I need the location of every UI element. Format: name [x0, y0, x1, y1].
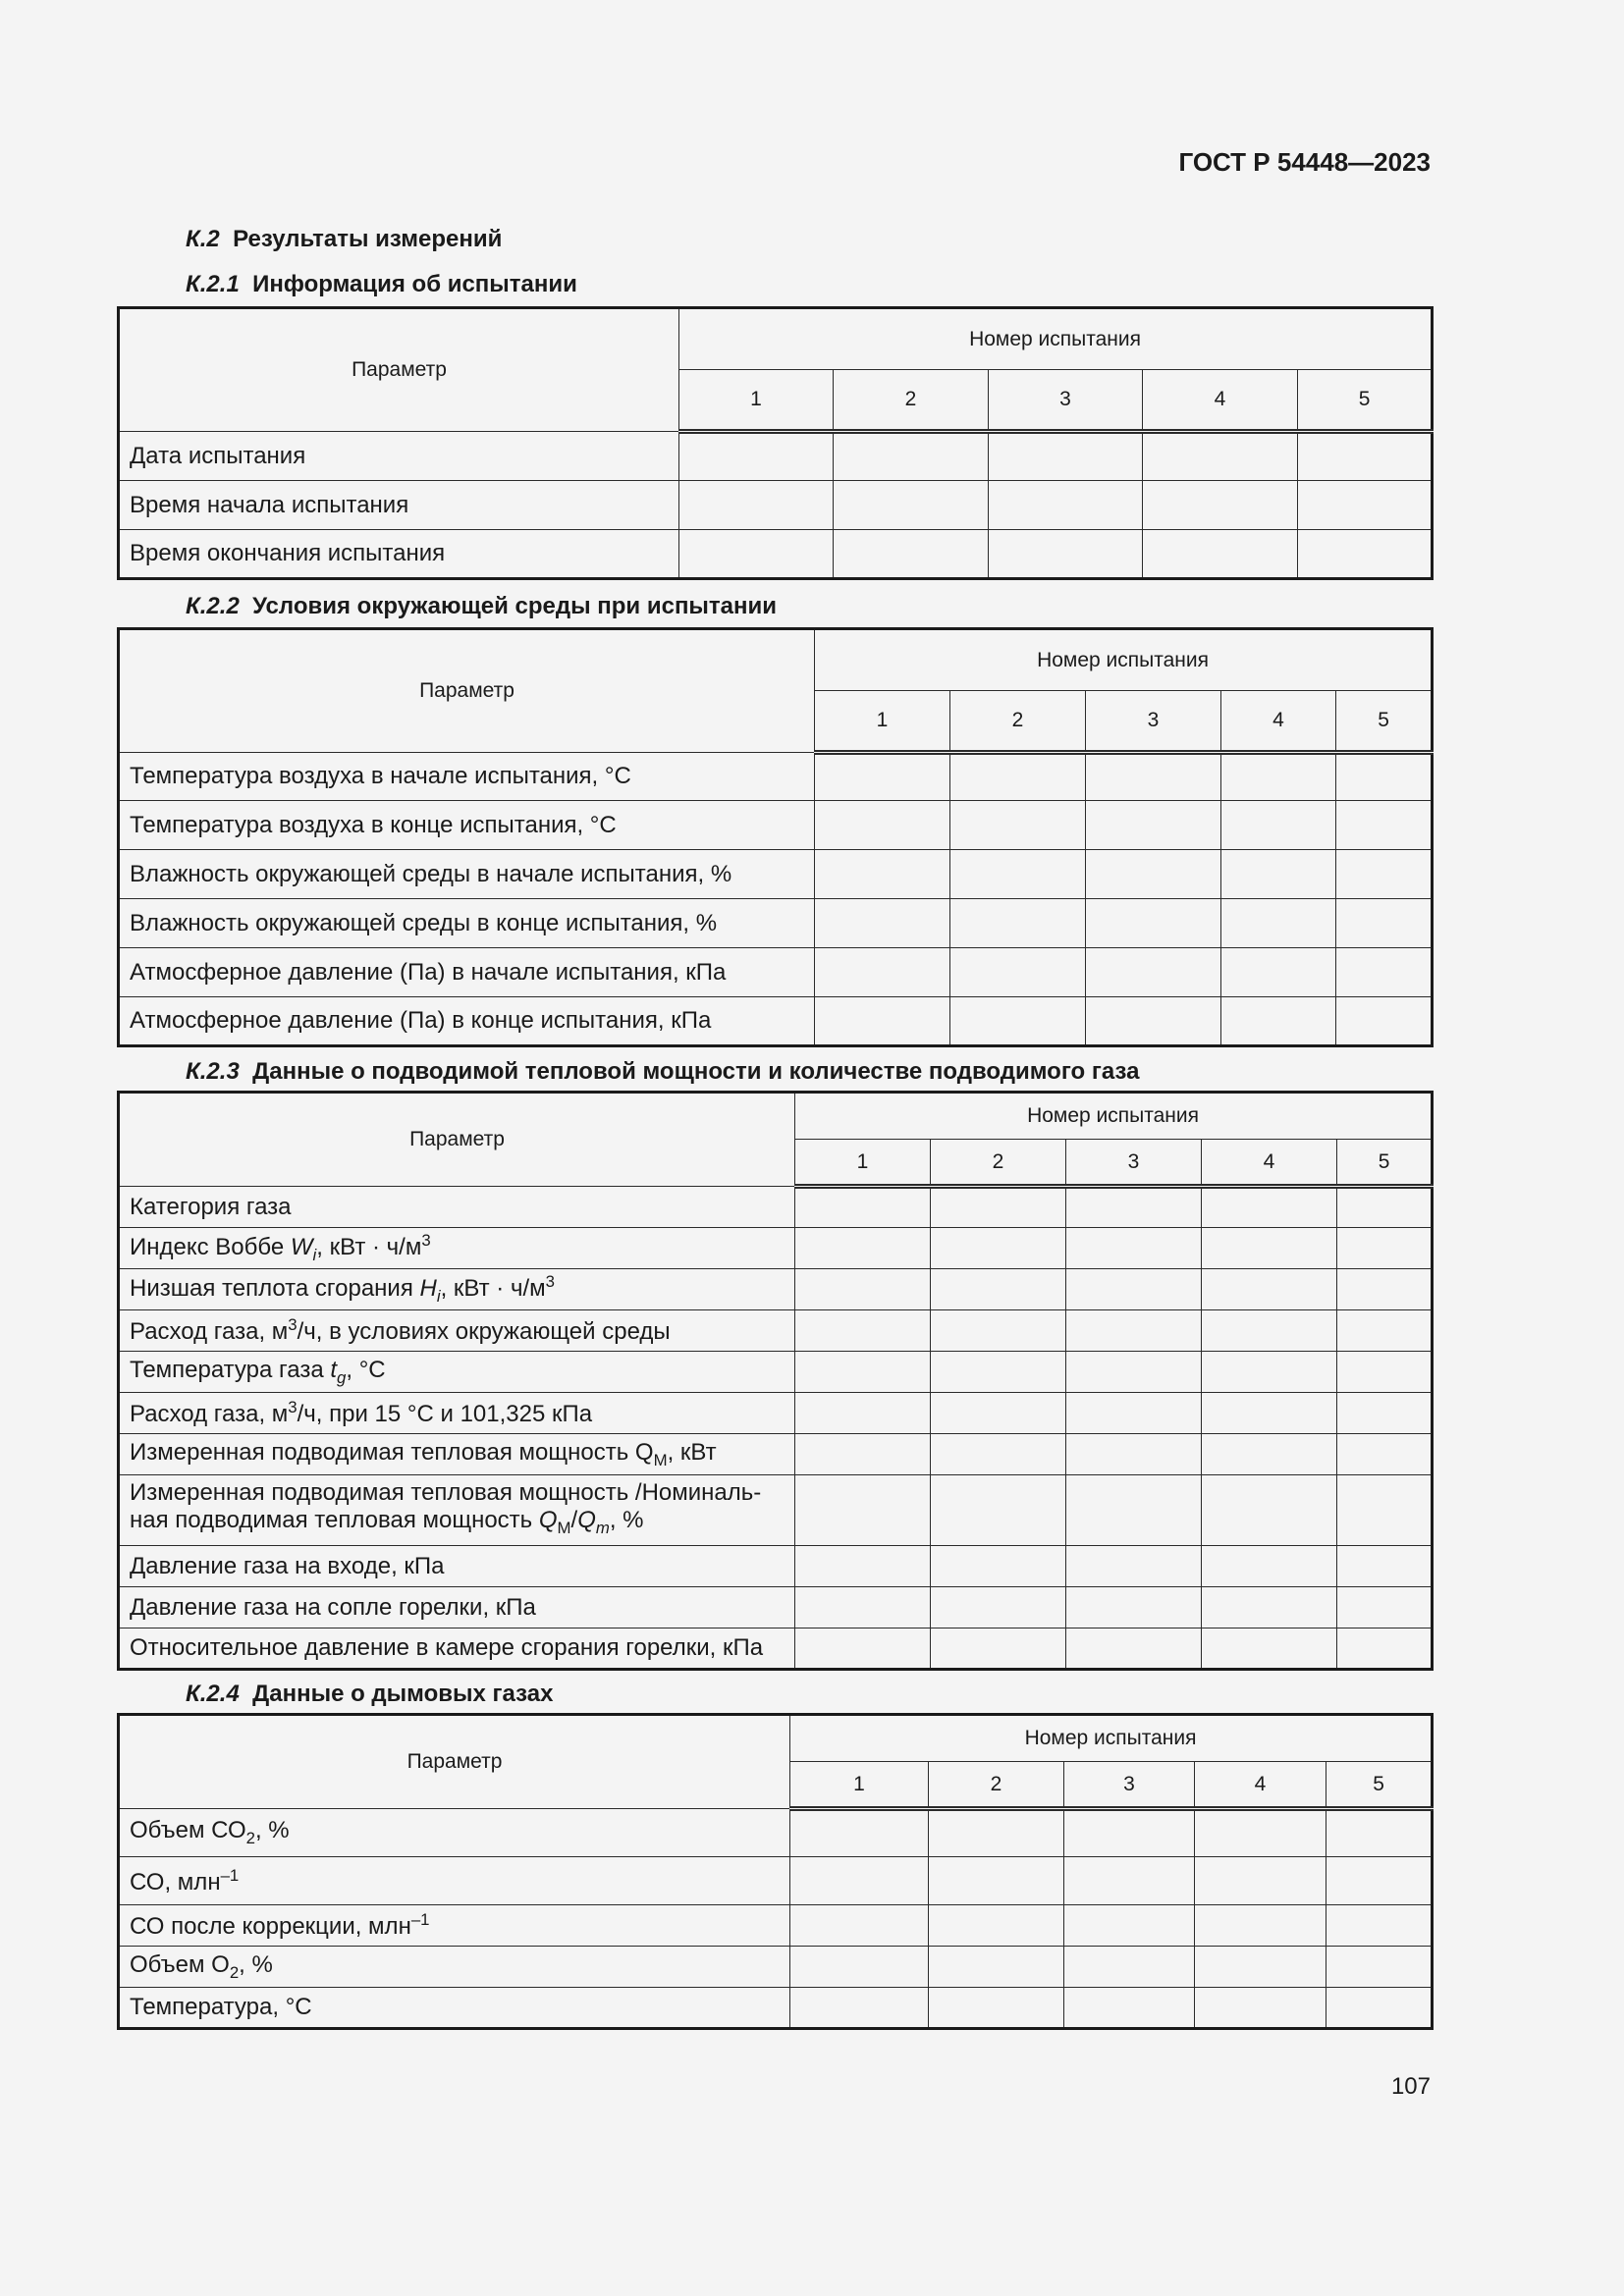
value-cell[interactable]	[1086, 899, 1221, 948]
value-cell[interactable]	[1064, 1857, 1195, 1905]
table-row	[119, 899, 1433, 948]
value-cell[interactable]	[1336, 899, 1433, 948]
value-cell[interactable]	[931, 1310, 1066, 1352]
value-cell[interactable]	[1298, 481, 1433, 530]
value-cell[interactable]	[1336, 997, 1433, 1046]
table-row	[119, 1228, 1433, 1269]
row-label: Температура, °С	[119, 1988, 790, 2029]
value-cell[interactable]	[1336, 753, 1433, 801]
value-cell[interactable]	[795, 1269, 931, 1310]
table4-heading	[186, 1681, 553, 1708]
value-cell[interactable]	[1195, 1809, 1326, 1857]
value-cell[interactable]	[1086, 801, 1221, 850]
value-cell[interactable]	[815, 899, 950, 948]
value-cell[interactable]	[1064, 1905, 1195, 1947]
value-cell[interactable]	[989, 530, 1143, 579]
row-label	[119, 1310, 795, 1352]
table-row	[119, 432, 1433, 481]
subscript: M	[653, 1450, 668, 1469]
value-cell[interactable]	[1221, 850, 1336, 899]
subscript: i	[312, 1245, 317, 1264]
value-cell[interactable]	[1195, 1857, 1326, 1905]
table-row	[119, 1857, 1433, 1905]
value-cell[interactable]	[815, 801, 950, 850]
value-cell[interactable]	[1066, 1187, 1202, 1228]
value-cell[interactable]	[1066, 1269, 1202, 1310]
col-header-2: 2	[931, 1140, 1066, 1187]
text: , %	[239, 1950, 273, 1978]
row-label: Температура воздуха в конце испытания, °С	[119, 801, 815, 850]
value-cell[interactable]	[815, 997, 950, 1046]
table-row	[119, 530, 1433, 579]
col-header-2: 2	[834, 370, 989, 432]
value-cell[interactable]	[1086, 997, 1221, 1046]
table2-number: К.2.2	[186, 593, 240, 619]
row-label	[119, 1905, 790, 1947]
table1-title: Информация об испытании	[252, 271, 577, 297]
value-cell[interactable]	[1195, 1947, 1326, 1988]
value-cell[interactable]	[950, 997, 1086, 1046]
value-cell[interactable]	[1143, 432, 1298, 481]
value-cell[interactable]	[1298, 432, 1433, 481]
col-header-1: 1	[790, 1762, 929, 1809]
value-cell[interactable]	[1337, 1475, 1433, 1546]
value-cell[interactable]	[1336, 801, 1433, 850]
value-cell[interactable]	[931, 1434, 1066, 1475]
test-number-header: Номер испытания	[679, 308, 1433, 370]
value-cell[interactable]	[790, 1857, 929, 1905]
value-cell[interactable]	[1066, 1546, 1202, 1587]
table-row	[119, 1809, 1433, 1857]
value-cell[interactable]	[679, 432, 834, 481]
text: , кВт · ч/м	[440, 1275, 546, 1303]
value-cell[interactable]	[679, 481, 834, 530]
value-cell[interactable]	[1337, 1228, 1433, 1269]
col-header-3: 3	[1066, 1140, 1202, 1187]
value-cell[interactable]	[950, 850, 1086, 899]
value-cell[interactable]	[931, 1187, 1066, 1228]
col-header-1: 1	[679, 370, 834, 432]
section-heading	[186, 226, 502, 253]
value-cell[interactable]	[1326, 1809, 1433, 1857]
table3-title: Данные о подводимой тепловой мощности и количестве подводимого газа	[252, 1058, 1140, 1085]
table-row	[119, 481, 1433, 530]
value-cell[interactable]	[1202, 1352, 1337, 1393]
flue-gas-table	[117, 1713, 1434, 2030]
value-cell[interactable]	[1326, 1857, 1433, 1905]
table-row	[119, 850, 1433, 899]
value-cell[interactable]	[929, 1857, 1064, 1905]
page-number: 107	[1390, 2073, 1431, 2100]
value-cell[interactable]	[1064, 1988, 1195, 2029]
text: Расход газа, м	[130, 1318, 289, 1345]
col-header-1: 1	[815, 691, 950, 753]
value-cell[interactable]	[929, 1809, 1064, 1857]
table-row	[119, 1629, 1433, 1670]
value-cell[interactable]	[1337, 1434, 1433, 1475]
value-cell[interactable]	[931, 1269, 1066, 1310]
text: /ч, при 15 °С и 101,325 кПа	[297, 1401, 593, 1427]
row-label: Время начала испытания	[119, 481, 679, 530]
value-cell[interactable]	[1202, 1393, 1337, 1434]
value-cell[interactable]	[1202, 1587, 1337, 1629]
table-row	[119, 801, 1433, 850]
value-cell[interactable]	[929, 1988, 1064, 2029]
value-cell[interactable]	[1066, 1434, 1202, 1475]
table2-heading	[186, 593, 777, 620]
table1-number: К.2.1	[186, 271, 240, 297]
value-cell[interactable]	[1221, 997, 1336, 1046]
table-row	[119, 948, 1433, 997]
table-row	[119, 1587, 1433, 1629]
value-cell[interactable]	[1202, 1546, 1337, 1587]
row-label: Давление газа на сопле горелки, кПа	[119, 1587, 795, 1629]
value-cell[interactable]	[1066, 1352, 1202, 1393]
col-header-5: 5	[1337, 1140, 1433, 1187]
text: Расход газа, м	[130, 1401, 289, 1427]
value-cell[interactable]	[1066, 1310, 1202, 1352]
value-cell[interactable]	[795, 1310, 931, 1352]
value-cell[interactable]	[1336, 948, 1433, 997]
row-label: Дата испытания	[119, 432, 679, 481]
value-cell[interactable]	[1221, 899, 1336, 948]
value-cell[interactable]	[1337, 1352, 1433, 1393]
value-cell[interactable]	[790, 1905, 929, 1947]
value-cell[interactable]	[989, 432, 1143, 481]
param-header: Параметр	[119, 308, 679, 432]
text: Объем СО	[130, 1817, 246, 1844]
ambient-conditions-table	[117, 627, 1434, 1047]
value-cell[interactable]	[795, 1475, 931, 1546]
value-cell[interactable]	[834, 432, 989, 481]
table-row	[119, 1546, 1433, 1587]
value-cell[interactable]	[950, 801, 1086, 850]
value-cell[interactable]	[989, 481, 1143, 530]
row-label: Относительное давление в камере сгорания горелки, кПа	[119, 1629, 795, 1670]
value-cell[interactable]	[795, 1629, 931, 1670]
value-cell[interactable]	[815, 948, 950, 997]
value-cell[interactable]	[815, 850, 950, 899]
table1-heading	[186, 271, 577, 298]
text: СО после коррекции, млн	[130, 1913, 411, 1940]
row-label	[119, 1228, 795, 1269]
value-cell[interactable]	[1066, 1629, 1202, 1670]
value-cell[interactable]	[1326, 1905, 1433, 1947]
text: , кВт · ч/м	[316, 1234, 422, 1261]
value-cell[interactable]	[950, 948, 1086, 997]
value-cell[interactable]	[795, 1434, 931, 1475]
value-cell[interactable]	[1202, 1434, 1337, 1475]
col-header-5: 5	[1298, 370, 1433, 432]
table-row	[119, 1947, 1433, 1988]
value-cell[interactable]	[1202, 1228, 1337, 1269]
symbol: Q	[538, 1506, 558, 1533]
row-label: Категория газа	[119, 1187, 795, 1228]
value-cell[interactable]	[1221, 801, 1336, 850]
table-row	[119, 1352, 1433, 1393]
value-cell[interactable]	[679, 530, 834, 579]
value-cell[interactable]	[1064, 1947, 1195, 1988]
value-cell[interactable]	[1195, 1905, 1326, 1947]
row-label: Влажность окружающей среды в начале испытания, %	[119, 850, 815, 899]
value-cell[interactable]	[1066, 1228, 1202, 1269]
col-header-4: 4	[1195, 1762, 1326, 1809]
value-cell[interactable]	[1143, 481, 1298, 530]
table-row	[119, 1988, 1433, 2029]
param-header: Параметр	[119, 629, 815, 753]
table3-number: К.2.3	[186, 1058, 240, 1085]
value-cell[interactable]	[1337, 1546, 1433, 1587]
test-number-header: Номер испытания	[815, 629, 1433, 691]
table-row	[119, 1434, 1433, 1475]
col-header-3: 3	[1086, 691, 1221, 753]
value-cell[interactable]	[931, 1587, 1066, 1629]
value-cell[interactable]	[1337, 1269, 1433, 1310]
subscript: 2	[245, 1828, 255, 1847]
section-number: К.2	[186, 226, 220, 252]
text: Объем О	[130, 1950, 230, 1978]
row-label: Температура воздуха в начале испытания, °С	[119, 753, 815, 801]
value-cell[interactable]	[931, 1629, 1066, 1670]
col-header-1: 1	[795, 1140, 931, 1187]
value-cell[interactable]	[790, 1947, 929, 1988]
text: Температура газа	[130, 1356, 331, 1383]
row-label	[119, 1393, 795, 1434]
value-cell[interactable]	[1202, 1475, 1337, 1546]
table3-heading	[186, 1058, 1139, 1086]
value-cell[interactable]	[1143, 530, 1298, 579]
table-row	[119, 1475, 1433, 1546]
row-label: Влажность окружающей среды в конце испытания, %	[119, 899, 815, 948]
value-cell[interactable]	[1086, 753, 1221, 801]
row-label	[119, 1352, 795, 1393]
col-header-2: 2	[950, 691, 1086, 753]
row-label	[119, 1857, 790, 1905]
value-cell[interactable]	[1195, 1988, 1326, 2029]
table-row	[119, 1269, 1433, 1310]
table-row	[119, 1905, 1433, 1947]
gas-supply-table	[117, 1091, 1434, 1671]
standard-number: ГОСТ Р 54448—2023	[1178, 147, 1431, 177]
value-cell[interactable]	[1337, 1587, 1433, 1629]
text: ная подводимая тепловая мощность	[130, 1506, 539, 1533]
value-cell[interactable]	[1337, 1629, 1433, 1670]
row-label	[119, 1809, 790, 1857]
row-label: Время окончания испытания	[119, 530, 679, 579]
test-number-header: Номер испытания	[790, 1715, 1433, 1762]
value-cell[interactable]	[815, 753, 950, 801]
text: СО, млн	[130, 1868, 221, 1896]
value-cell[interactable]	[1326, 1988, 1433, 2029]
col-header-4: 4	[1202, 1140, 1337, 1187]
row-label	[119, 1947, 790, 1988]
col-header-4: 4	[1143, 370, 1298, 432]
col-header-4: 4	[1221, 691, 1336, 753]
value-cell[interactable]	[1202, 1187, 1337, 1228]
table-row	[119, 1393, 1433, 1434]
value-cell[interactable]	[1221, 948, 1336, 997]
value-cell[interactable]	[1298, 530, 1433, 579]
value-cell[interactable]	[1337, 1310, 1433, 1352]
subscript: 2	[229, 1962, 240, 1982]
value-cell[interactable]	[795, 1393, 931, 1434]
value-cell[interactable]	[1202, 1310, 1337, 1352]
col-header-5: 5	[1326, 1762, 1433, 1809]
value-cell[interactable]	[790, 1988, 929, 2029]
value-cell[interactable]	[1337, 1393, 1433, 1434]
value-cell[interactable]	[929, 1905, 1064, 1947]
value-cell[interactable]	[931, 1546, 1066, 1587]
table-row	[119, 1187, 1433, 1228]
superscript: 3	[288, 1398, 298, 1416]
value-cell[interactable]	[931, 1475, 1066, 1546]
subscript: M	[557, 1518, 571, 1537]
value-cell[interactable]	[795, 1587, 931, 1629]
value-cell[interactable]	[950, 899, 1086, 948]
value-cell[interactable]	[795, 1352, 931, 1393]
value-cell[interactable]	[834, 530, 989, 579]
symbol: W	[290, 1234, 313, 1261]
superscript: 3	[288, 1315, 298, 1334]
value-cell[interactable]	[1086, 948, 1221, 997]
value-cell[interactable]	[1086, 850, 1221, 899]
text: Индекс Воббе	[130, 1234, 291, 1261]
superscript: 3	[421, 1231, 431, 1251]
col-header-3: 3	[1064, 1762, 1195, 1809]
value-cell[interactable]	[1066, 1393, 1202, 1434]
value-cell[interactable]	[931, 1228, 1066, 1269]
subscript: g	[337, 1367, 347, 1387]
value-cell[interactable]	[1326, 1947, 1433, 1988]
subscript: m	[595, 1518, 610, 1537]
param-header: Параметр	[119, 1093, 795, 1187]
text: Измеренная подводимая тепловая мощность /Номиналь-	[130, 1478, 762, 1506]
subscript: i	[436, 1286, 441, 1306]
value-cell[interactable]	[929, 1947, 1064, 1988]
value-cell[interactable]	[795, 1546, 931, 1587]
table-row	[119, 1310, 1433, 1352]
table4-title: Данные о дымовых газах	[252, 1681, 554, 1707]
param-header: Параметр	[119, 1715, 790, 1809]
row-label: Атмосферное давление (Па) в конце испытания, кПа	[119, 997, 815, 1046]
value-cell[interactable]	[795, 1228, 931, 1269]
text: Низшая теплота сгорания	[130, 1275, 420, 1303]
superscript: –1	[220, 1865, 240, 1885]
symbol: H	[419, 1275, 437, 1303]
col-header-3: 3	[989, 370, 1143, 432]
section-title: Результаты измерений	[233, 226, 503, 252]
col-header-2: 2	[929, 1762, 1064, 1809]
test-info-table	[117, 306, 1434, 580]
text: , %	[609, 1506, 644, 1533]
text: , °С	[346, 1356, 386, 1383]
row-label	[119, 1434, 795, 1475]
symbol: Q	[577, 1506, 596, 1533]
value-cell[interactable]	[1202, 1629, 1337, 1670]
value-cell[interactable]	[1336, 850, 1433, 899]
value-cell[interactable]	[1202, 1269, 1337, 1310]
row-label: Давление газа на входе, кПа	[119, 1546, 795, 1587]
value-cell[interactable]	[1064, 1809, 1195, 1857]
symbol: t	[330, 1356, 338, 1383]
value-cell[interactable]	[931, 1352, 1066, 1393]
value-cell[interactable]	[1337, 1187, 1433, 1228]
test-number-header: Номер испытания	[795, 1093, 1433, 1140]
value-cell[interactable]	[1066, 1587, 1202, 1629]
superscript: –1	[410, 1910, 430, 1929]
value-cell[interactable]	[1221, 753, 1336, 801]
value-cell[interactable]	[1066, 1475, 1202, 1546]
row-label	[119, 1475, 795, 1546]
col-header-5: 5	[1336, 691, 1433, 753]
text: , кВт	[667, 1438, 717, 1466]
row-label	[119, 1269, 795, 1310]
table-row	[119, 997, 1433, 1046]
text: , %	[254, 1817, 290, 1844]
table4-number: К.2.4	[186, 1681, 240, 1707]
table2-title: Условия окружающей среды при испытании	[252, 593, 778, 619]
value-cell[interactable]	[950, 753, 1086, 801]
text: Измеренная подводимая тепловая мощность Q	[130, 1438, 654, 1466]
text: /	[570, 1506, 578, 1533]
value-cell[interactable]	[790, 1809, 929, 1857]
superscript: 3	[545, 1272, 555, 1292]
table-row	[119, 753, 1433, 801]
value-cell[interactable]	[795, 1187, 931, 1228]
text: /ч, в условиях окружающей среды	[297, 1318, 671, 1345]
row-label: Атмосферное давление (Па) в начале испытания, кПа	[119, 948, 815, 997]
value-cell[interactable]	[834, 481, 989, 530]
value-cell[interactable]	[931, 1393, 1066, 1434]
